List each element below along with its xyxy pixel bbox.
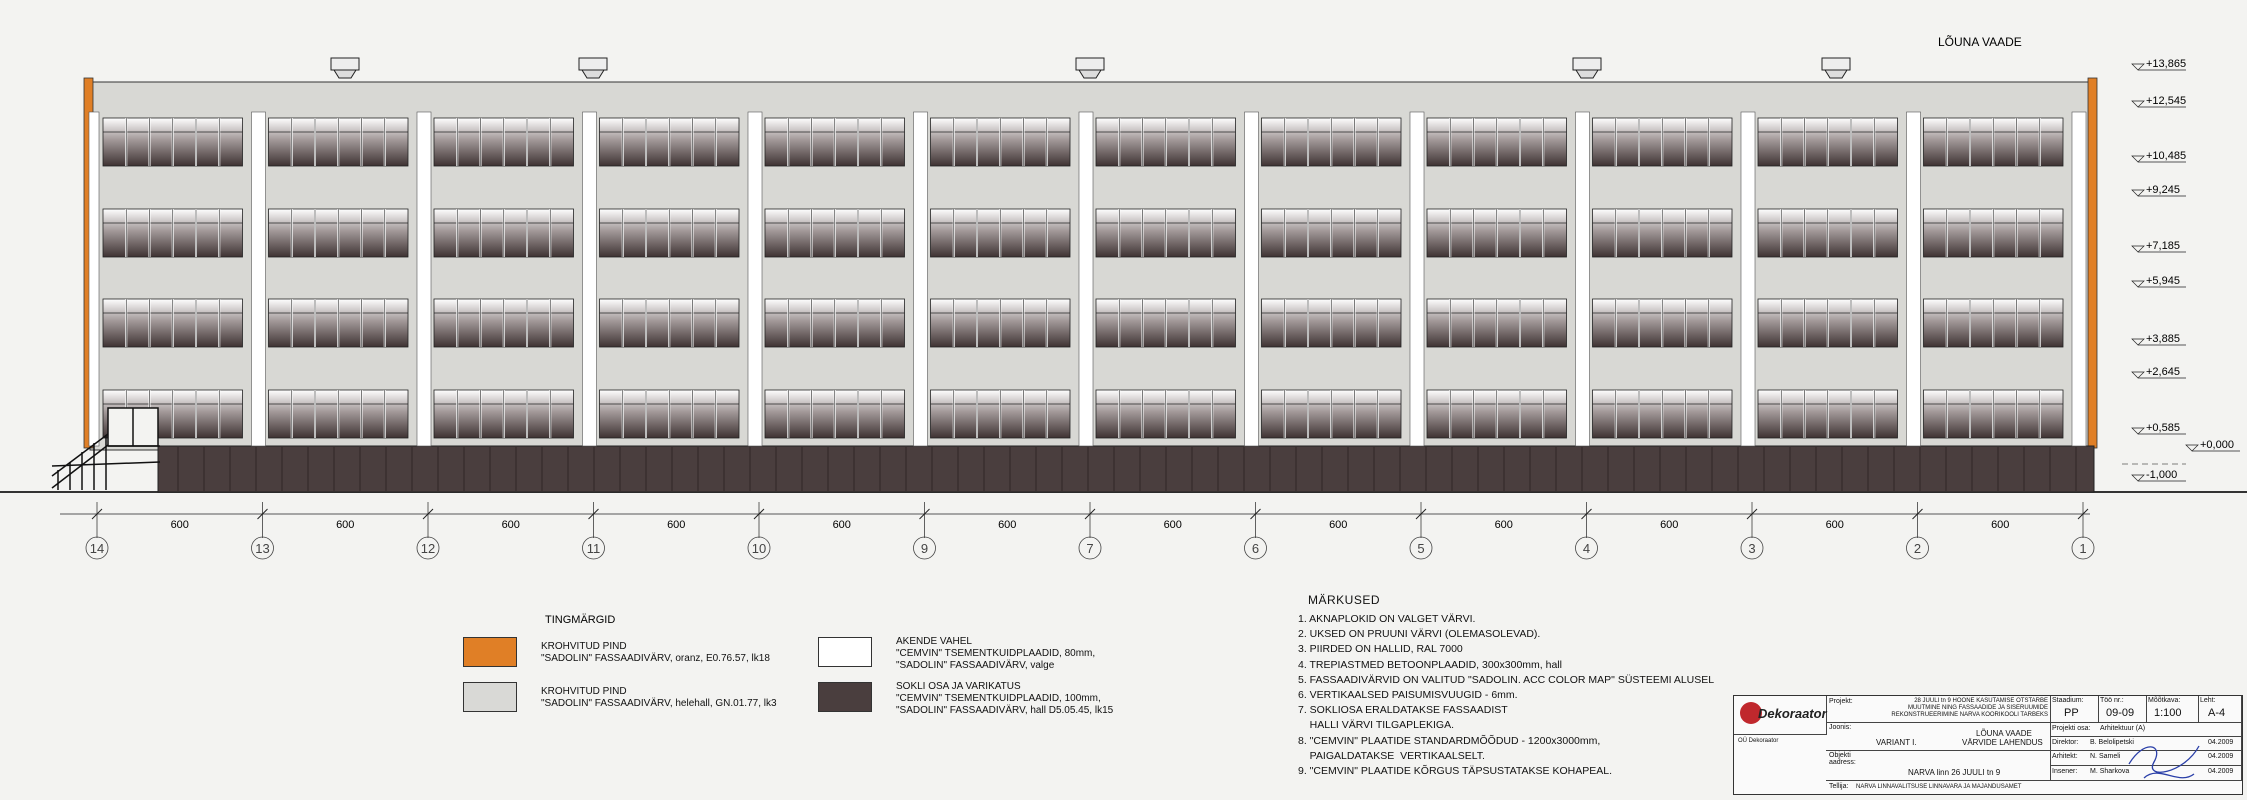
dimension-label: 600 bbox=[1991, 519, 2010, 531]
level-label: +10,485 bbox=[2146, 150, 2187, 162]
window-band bbox=[1096, 118, 1236, 166]
window-band bbox=[1593, 390, 1733, 438]
dimension-label: 600 bbox=[336, 519, 355, 531]
window-band bbox=[103, 299, 243, 347]
pier bbox=[2072, 112, 2086, 446]
window-band bbox=[1262, 390, 1402, 438]
dimension-label: 600 bbox=[1163, 519, 1182, 531]
dimension-label: 600 bbox=[667, 519, 686, 531]
dimension-label: 600 bbox=[501, 519, 520, 531]
window-band bbox=[1758, 118, 1898, 166]
window-band bbox=[1593, 118, 1733, 166]
legend-swatch-white bbox=[818, 637, 872, 667]
drawing-name-1: LÕUNA VAADE bbox=[1976, 729, 2032, 738]
window-band bbox=[1096, 209, 1236, 257]
level-label: +9,245 bbox=[2146, 184, 2180, 196]
dimension-label: 600 bbox=[170, 519, 189, 531]
legend-text-lightgrey: KROHVITUD PIND "SADOLIN" FASSAADIVÄRV, helehall, GN.01.77, lk3 bbox=[541, 686, 777, 709]
legend-text-orange: KROHVITUD PIND "SADOLIN" FASSAADIVÄRV, oranz, E0.76.57, lk18 bbox=[541, 641, 770, 664]
signature bbox=[2124, 734, 2204, 790]
variant: VARIANT I. bbox=[1876, 738, 1917, 747]
note-item: 5. FASSAADIVÄRVID ON VALITUD "SADOLIN. ACC COLOR MAP" SÜSTEEMI ALUSEL bbox=[1298, 673, 1715, 686]
level-label: +0,585 bbox=[2146, 422, 2180, 434]
window-band bbox=[269, 118, 409, 166]
window-band bbox=[1262, 209, 1402, 257]
window-band bbox=[765, 209, 905, 257]
pier bbox=[1576, 112, 1590, 446]
window-band bbox=[1758, 390, 1898, 438]
note-item: PAIGALDATAKSE VERTIKAALSELT. bbox=[1298, 749, 1485, 762]
dimension-label: 600 bbox=[832, 519, 851, 531]
legend-text-darkgrey: SOKLI OSA JA VARIKATUS "CEMVIN" TSEMENTKUIDPLAADID, 100mm, "SADOLIN" FASSAADIVÄRV, hall D5.05.45, lk15 bbox=[896, 681, 1114, 716]
window-band bbox=[1593, 299, 1733, 347]
pier bbox=[417, 112, 431, 446]
pier bbox=[583, 112, 597, 446]
window-band bbox=[931, 390, 1071, 438]
object-address: NARVA linn 26 JUULI tn 9 bbox=[1908, 768, 2001, 777]
drawing-name-2: VÄRVIDE LAHENDUS bbox=[1962, 738, 2043, 747]
legend-text-white: AKENDE VAHEL "CEMVIN" TSEMENTKUIDPLAADID, 80mm, "SADOLIN" FASSAADIVÄRV, valge bbox=[896, 636, 1096, 671]
view-title: LÕUNA VAADE bbox=[1938, 35, 2022, 49]
note-item: 9. "CEMVIN" PLAATIDE KÕRGUS TÄPSUSTATAKSE KOHAPEAL. bbox=[1298, 765, 1612, 778]
window-band bbox=[269, 390, 409, 438]
window-band bbox=[1593, 209, 1733, 257]
window-band bbox=[269, 209, 409, 257]
level-label: +3,885 bbox=[2146, 333, 2180, 345]
pier bbox=[1410, 112, 1424, 446]
note-item: 1. AKNAPLOKID ON VALGET VÄRVI. bbox=[1298, 613, 1476, 625]
window-band bbox=[434, 118, 574, 166]
dimension-label: 600 bbox=[1825, 519, 1844, 531]
project-part: Arhitektuur (A) bbox=[2100, 725, 2146, 732]
level-label: +5,945 bbox=[2146, 275, 2180, 287]
axis-label: 12 bbox=[420, 541, 436, 556]
window-band bbox=[103, 209, 243, 257]
note-item: 4. TREPIASTMED BETOONPLAADID, 300x300mm, hall bbox=[1298, 658, 1562, 671]
window-band bbox=[600, 390, 740, 438]
axis-label: 13 bbox=[255, 541, 270, 556]
window-band bbox=[931, 118, 1071, 166]
axis-label: 14 bbox=[89, 541, 105, 556]
axis-label: 3 bbox=[1748, 541, 1756, 556]
window-band bbox=[269, 299, 409, 347]
legend-swatch-orange bbox=[463, 637, 517, 667]
window-band bbox=[1758, 209, 1898, 257]
axis-label: 2 bbox=[1913, 541, 1922, 556]
window-band bbox=[103, 118, 243, 166]
pier bbox=[914, 112, 928, 446]
window-band bbox=[1427, 390, 1567, 438]
dimension-label: 600 bbox=[1660, 519, 1679, 531]
window-band bbox=[931, 299, 1071, 347]
notes-title: MÄRKUSED bbox=[1308, 593, 1381, 607]
pier bbox=[89, 112, 99, 446]
legend-swatch-lightgrey bbox=[463, 682, 517, 712]
window-band bbox=[1924, 118, 2064, 166]
window-band bbox=[1924, 390, 2064, 438]
title-block: Dekoraator OÜ Dekoraator Projekt: 28 JUULI tn 9 HOONE KASUTAMISE OTSTARBE MUUTMINE NING FASSAADIDE JA SISERUUMIDE REKONSTRUEERIMINE NARVA KOORIKOOLI TARBEKS Staadium: PP Töö nr.: 09-09 Mõõtkava: 1:100 Leht: A-4 Joonis: VARIANT I. LÕUNA VAADE VÄRVIDE LAHENDUS Objekti aadress: NARVA linn 26 JUULI tn 9 Tellija: NARVA LINNAVALITSUSE LINNAVARA JA MAJANDUSAMET Projekti osa: Arhitektuur (A) Direktor: B. Belolipetski 04.2009 Arhitekt: N. Sameli 04.2009 Insener: M. Sharkova 04.2009 bbox=[1733, 695, 2243, 795]
pier bbox=[1079, 112, 1093, 446]
level-label: +13,865 bbox=[2146, 58, 2187, 70]
window-band bbox=[600, 118, 740, 166]
level-label: +0,000 bbox=[2200, 439, 2234, 451]
axis-label: 7 bbox=[1086, 541, 1094, 556]
note-item: 3. PIIRDED ON HALLID, RAL 7000 bbox=[1298, 643, 1463, 656]
window-band bbox=[1262, 299, 1402, 347]
pier bbox=[1907, 112, 1921, 446]
project-name: 28 JUULI tn 9 HOONE KASUTAMISE OTSTARBE MUUTMINE NING FASSAADIDE JA SISERUUMIDE REKONSTRUEERIMINE NARVA KOORIKOOLI TARBEKS bbox=[1891, 698, 2048, 718]
window-band bbox=[1758, 299, 1898, 347]
pier bbox=[252, 112, 266, 446]
pier bbox=[1741, 112, 1755, 446]
window-band bbox=[600, 299, 740, 347]
window-band bbox=[1924, 209, 2064, 257]
window-band bbox=[1427, 209, 1567, 257]
window-band bbox=[1427, 299, 1567, 347]
window-band bbox=[434, 390, 574, 438]
dimension-label: 600 bbox=[1329, 519, 1348, 531]
axis-label: 4 bbox=[1582, 541, 1591, 556]
pier bbox=[1245, 112, 1259, 446]
legend-swatch-darkgrey bbox=[818, 682, 872, 712]
window-band bbox=[1096, 299, 1236, 347]
scale-value: 1:100 bbox=[2154, 707, 2182, 719]
axis-label: 1 bbox=[2079, 541, 2087, 556]
window-band bbox=[600, 209, 740, 257]
window-band bbox=[434, 299, 574, 347]
note-item: 7. SOKLIOSA ERALDATAKSE FASSAADIST bbox=[1298, 704, 1508, 717]
dimension-label: 600 bbox=[998, 519, 1017, 531]
window-band bbox=[1924, 299, 2064, 347]
client-name: NARVA LINNAVALITSUSE LINNAVARA JA MAJANDUSAMET bbox=[1856, 784, 2022, 790]
window-band bbox=[1096, 390, 1236, 438]
window-band bbox=[765, 118, 905, 166]
window-band bbox=[1427, 118, 1567, 166]
stadium-value: PP bbox=[2064, 707, 2079, 719]
window-band bbox=[765, 299, 905, 347]
legend-title: TINGMÄRGID bbox=[545, 614, 616, 626]
window-band bbox=[434, 209, 574, 257]
level-label: +2,645 bbox=[2146, 366, 2180, 378]
level-label: -1,000 bbox=[2146, 469, 2178, 481]
window-band bbox=[765, 390, 905, 438]
sheet-number: A-4 bbox=[2208, 707, 2226, 719]
axis-label: 9 bbox=[920, 541, 929, 556]
note-item: 8. "CEMVIN" PLAATIDE STANDARDMÕÕDUD - 1200x3000mm, bbox=[1298, 734, 1601, 747]
pier bbox=[748, 112, 762, 446]
company-logo: Dekoraator bbox=[1734, 696, 1827, 735]
window-band bbox=[1262, 118, 1402, 166]
axis-label: 10 bbox=[751, 541, 767, 556]
level-label: +12,545 bbox=[2146, 95, 2187, 107]
dimension-label: 600 bbox=[1494, 519, 1513, 531]
notes-list bbox=[1298, 612, 1714, 779]
level-label: +7,185 bbox=[2146, 240, 2180, 252]
axis-label: 6 bbox=[1251, 541, 1260, 556]
axis-label: 11 bbox=[586, 541, 601, 556]
job-number: 09-09 bbox=[2106, 707, 2135, 719]
note-item: HALLI VÄRVI TILGAPLEKIGA. bbox=[1298, 719, 1455, 732]
note-item: 6. VERTIKAALSED PAISUMISVUUGID - 6mm. bbox=[1298, 689, 1518, 702]
company-info: OÜ Dekoraator bbox=[1738, 738, 1779, 744]
window-band bbox=[931, 209, 1071, 257]
note-item: 2. UKSED ON PRUUNI VÄRVI (OLEMASOLEVAD). bbox=[1298, 628, 1541, 641]
axis-label: 5 bbox=[1417, 541, 1425, 556]
